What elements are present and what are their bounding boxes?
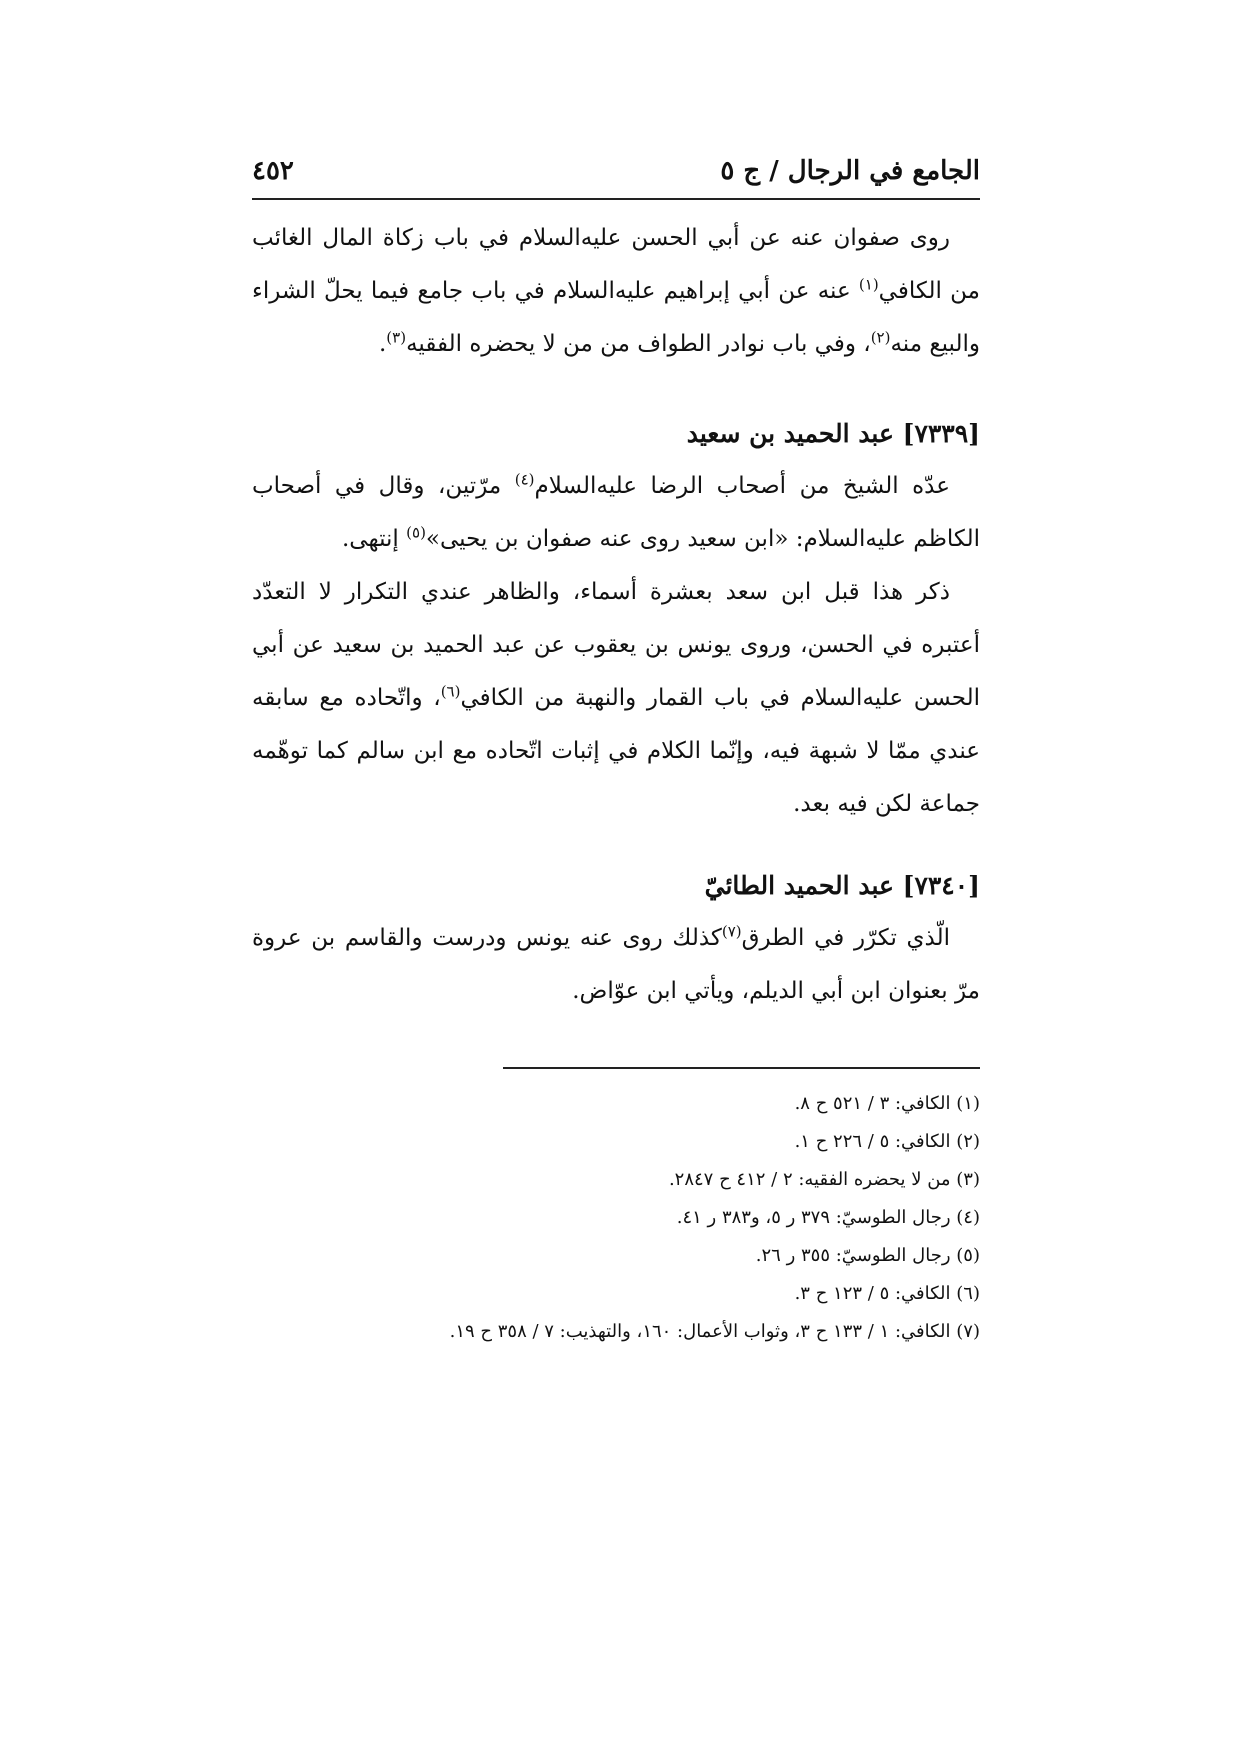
- page-header: [252, 150, 980, 200]
- entry-7339-paragraph-2: [252, 566, 980, 831]
- text-run: عدّه الشيخ من أصحاب الرضا عليه‌السلام: [534, 473, 950, 499]
- text-run: روى صفوان عنه عن أبي الحسن عليه‌السلام في باب زكاة المال الغائب من الكافي: [252, 225, 980, 304]
- footnote-5: (٥) رجال الطوسيّ: ٣٥٥ ر ٢٦.: [755, 1245, 980, 1266]
- page-number: ٤٥٢: [252, 156, 294, 186]
- footnote-ref-5: (٥): [406, 523, 426, 542]
- entry-heading-7340: [٧٣٤٠] عبد الحميد الطائيّ: [704, 871, 980, 900]
- footnote-ref-2: (٢): [870, 328, 891, 347]
- body-text: [252, 212, 980, 1018]
- text-run: الّذي تكرّر في الطرق: [741, 925, 950, 951]
- text-run: ، واتّحاده مع سابقه عندي ممّا لا شبهة فيه، وإنّما الكلام في إثبات اتّحاده مع ابن سالم كما توهّمه جماعة لكن فيه بعد.: [252, 685, 980, 817]
- footnote-2: (٢) الكافي: ٥ / ٢٢٦ ح ١.: [794, 1131, 980, 1152]
- footnote-1: (١) الكافي: ٣ / ٥٢١ ح ٨.: [794, 1093, 980, 1114]
- footnote-3: (٣) من لا يحضره الفقيه: ٢ / ٤١٢ ح ٢٨٤٧.: [668, 1169, 980, 1190]
- text-run: كذلك روى عنه يونس ودرست والقاسم بن عروة مرّ بعنوان ابن أبي الديلم، ويأتي ابن عوّاض.: [252, 925, 980, 1004]
- text-run: ، وفي باب نوادر الطواف من من لا يحضره الفقيه: [406, 331, 871, 357]
- footnote-ref-6: (٦): [440, 682, 461, 701]
- text-run: .: [378, 331, 387, 357]
- text-run: إنتهى.: [342, 526, 407, 552]
- footnote-7: (٧) الكافي: ١ / ١٣٣ ح ٣، وثواب الأعمال: ١٦٠، والتهذيب: ٧ / ٣٥٨ ح ١٩.: [449, 1321, 980, 1342]
- footnote-ref-3: (٣): [386, 328, 407, 347]
- footnotes: [252, 1085, 980, 1351]
- entry-heading-7339: [٧٣٣٩] عبد الحميد بن سعيد: [686, 419, 980, 448]
- text-run: ذكر هذا قبل ابن سعد بعشرة أسماء، والظاهر عندي التكرار لا التعدّد أعتبره في الحسن، وروى يونس بن يعقوب عن عبد الحميد بن سعيد عن أبي الحسن عليه‌السلام في باب القمار والنهبة من الكافي: [252, 579, 981, 711]
- entry-7340-paragraph-1: [252, 912, 980, 1018]
- footnote-4: (٤) رجال الطوسيّ: ٣٧٩ ر ٥، و٣٨٣ ر ٤١.: [676, 1207, 980, 1228]
- footnote-divider: [503, 1067, 980, 1069]
- paragraph-intro: [252, 212, 980, 371]
- text-run: عنه عن أبي إبراهيم عليه‌السلام في باب جامع فيما يحلّ الشراء والبيع منه: [252, 278, 980, 357]
- entry-7339-paragraph-1: [252, 460, 980, 566]
- footnote-ref-7: (٧): [721, 922, 742, 941]
- footnote-6: (٦) الكافي: ٥ / ١٢٣ ح ٣.: [794, 1283, 980, 1304]
- running-title: الجامع في الرجال / ج ٥: [720, 156, 980, 186]
- footnote-ref-1: (١): [858, 275, 879, 294]
- footnote-ref-4: (٤): [514, 470, 535, 489]
- text-run: مرّتين، وقال في أصحاب الكاظم عليه‌السلام: «ابن سعيد روى عنه صفوان بن يحيى»: [252, 473, 980, 552]
